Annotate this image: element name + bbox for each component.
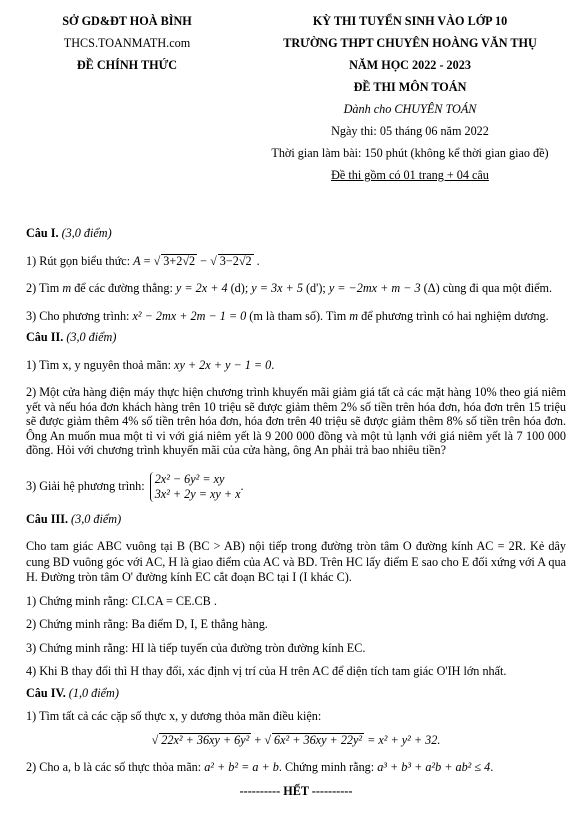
question-4-part-1: 1) Tìm tất cả các cặp số thực x, y dương thỏa mãn điều kiện: — [26, 709, 322, 724]
question-3-intro: Cho tam giác ABC vuông tại B (BC > AB) nội tiếp trong đường tròn tâm O đường kính AC = 2R. Kẻ dây cung BD vuông góc với AC, H là giao điểm của AC và BD. Trên HC lấy điểm E sao cho E đối xứng với A qua H. Đường tròn tâm O' đường kính EC cắt đoạn BC tại I (I khác C). — [26, 539, 566, 585]
question-3-heading: Câu III. (3,0 điểm) — [26, 511, 122, 526]
department-name: SỞ GD&ĐT HOÀ BÌNH — [62, 14, 192, 28]
question-3-part-4: 4) Khi B thay đổi thì H thay đổi, xác định vị trí của H trên AC để diện tích tam giác O'IH lớn nhất. — [26, 664, 507, 679]
exam-duration: Thời gian làm bài: 150 phút (không kể thời gian giao đề) — [271, 146, 549, 160]
official-label: ĐỀ CHÍNH THỨC — [76, 58, 178, 72]
exam-title: KỲ THI TUYỂN SINH VÀO LỚP 10 — [312, 14, 508, 28]
exam-date: Ngày thi: 05 tháng 06 năm 2022 — [331, 124, 489, 138]
question-2-part-2: 2) Một cửa hàng điện máy thực hiện chương trình khuyến mãi giảm giá tất cả các mặt hàng 10% theo giá niêm yết và nếu hóa đơn khách hàng trên 10 triệu sẽ được giảm thêm 2% số tiền trên hóa đơn, hóa đơn trên 15 triệu sẽ được giảm thêm 4% số tiền trên hóa đơn, hóa đơn trên 40 triệu sẽ được giảm thêm 8% số tiền trên hóa đơn. Ông An muốn mua một tỉ vi với giá niêm yết là 9 200 000 đồng và một tủ lạnh với giá niêm yết là 7 100 000 đồng. Hỏi với chương trình khuyến mãi của cửa hàng, ông An phải trả bao nhiêu tiền? — [26, 385, 567, 458]
end-marker: ---------- HẾT ---------- — [239, 783, 353, 798]
header-left — [22, 10, 232, 76]
question-1-part-3: 3) Cho phương trình: x² − 2mx + 2m − 1 = 0 (m là tham số). Tìm m để phương trình có hai nghiệm dương. — [26, 308, 549, 323]
page-count: Đề thi gồm có 01 trang + 04 câu — [331, 168, 489, 182]
question-3-part-3: 3) Chứng minh rằng: HI là tiếp tuyến của đường tròn đường kính EC. — [26, 640, 366, 655]
question-3-part-1: 1) Chứng minh rằng: CI.CA = CE.CB . — [26, 593, 217, 608]
site-name: THCS.TOANMATH.com — [63, 36, 191, 50]
question-1-part-1: 1) Rút gọn biểu thức: A = √ 3+2√2 − √ 3−2√2 . — [26, 253, 260, 268]
subject-title: ĐỀ THI MÔN TOÁN — [353, 80, 467, 94]
question-2-heading: Câu II. (3,0 điểm) — [26, 330, 117, 344]
question-1-heading: Câu I. (3,0 điểm) — [26, 226, 112, 240]
exam-body — [26, 226, 566, 799]
question-4-heading: Câu IV. (1,0 điểm) — [26, 685, 119, 700]
header-right — [245, 10, 575, 186]
question-4-equation: √ 22x² + 36xy + 6y² + √ 6x² + 36xy + 22y² = x² + y² + 32. — [151, 732, 441, 747]
question-2-part-3: 3) Giải hệ phương trình: 2x² − 6y² = xy 3x² + 2y = xy + x . — [26, 471, 244, 501]
question-1-part-2: 2) Tìm m để các đường thẳng: y = 2x + 4 (d); y = 3x + 5 (d'); y = −2mx + m − 3 (Δ) cùng đi qua một điểm. — [26, 281, 553, 295]
school-year: NĂM HỌC 2022 - 2023 — [349, 58, 471, 72]
equation-system: 2x² − 6y² = xy 3x² + 2y = xy + x — [150, 472, 241, 502]
target-group: Dành cho CHUYÊN TOÁN — [343, 102, 477, 116]
question-3-part-2: 2) Chứng minh rằng: Ba điểm D, I, E thẳng hàng. — [26, 617, 268, 632]
school-name: TRƯỜNG THPT CHUYÊN HOÀNG VĂN THỤ — [283, 36, 537, 50]
question-4-part-2: 2) Cho a, b là các số thực thỏa mãn: a² + b² = a + b. Chứng minh rằng: a³ + b³ + a²b + ab² ≤ 4. — [26, 760, 494, 775]
question-2-part-1: 1) Tìm x, y nguyên thoả mãn: xy + 2x + y − 1 = 0. — [26, 357, 275, 372]
